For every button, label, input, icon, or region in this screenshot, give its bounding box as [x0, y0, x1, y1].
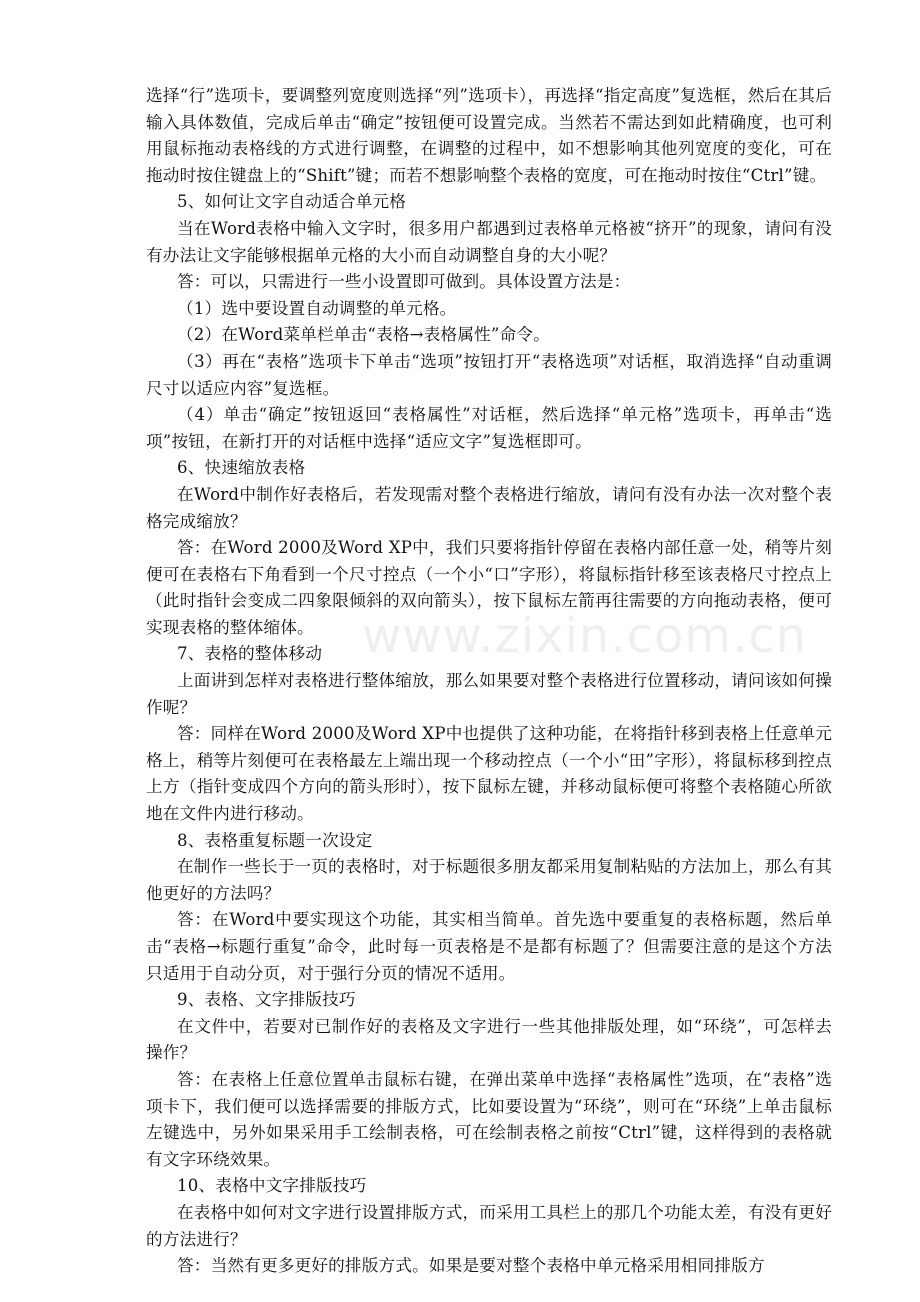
answer-paragraph: 答：可以，只需进行一些小设置即可做到。具体设置方法是： [177, 272, 631, 292]
step-item: （4）单击“确定”按钮返回“表格属性”对话框，然后选择“单元格”选项卡，再单击“选项”按钮，在新打开的对话框中选择“适应文字”复选框即可。 [146, 405, 832, 451]
body-paragraph: 选择“行”选项卡，要调整列宽度则选择“列”选项卡），再选择“指定高度”复选框，然后在其后输入具体数值，完成后单击“确定”按钮便可设置完成。当然若不需达到如此精确度，也可利用鼠标拖动表格线的方式进行调整，在调整的过程中，如不想影响其他列宽度的变化，可在拖动时按住键盘上的“Shift”键；而若不想影响整个表格的宽度，可在拖动时按住“Ctrl”键。 [146, 86, 832, 185]
question-paragraph: 在制作一些长于一页的表格时，对于标题很多朋友都采用复制粘贴的方法加上，那么有其他更好的方法吗？ [146, 857, 832, 903]
section-heading: 7、表格的整体移动 [177, 644, 323, 664]
answer-paragraph: 答：当然有更多更好的排版方式。如果是要对整个表格中单元格采用相同排版方 [177, 1256, 765, 1276]
step-item: （1）选中要设置自动调整的单元格。 [177, 298, 457, 318]
question-paragraph: 上面讲到怎样对表格进行整体缩放，那么如果要对整个表格进行位置移动，请问该如何操作呢？ [146, 671, 832, 717]
question-paragraph: 在文件中，若要对已制作好的表格及文字进行一些其他排版处理，如“环绕”，可怎样去操作？ [146, 1016, 832, 1063]
watermark: www.zixin.com.cn [362, 608, 808, 664]
section-heading: 5、如何让文字自动适合单元格 [177, 192, 407, 212]
answer-paragraph: 答：在Word中要实现这个功能，其实相当简单。首先选中要重复的表格标题，然后单击“表格→标题行重复”命令，此时每一页表格是不是都有标题了？但需要注意的是这个方法只适用于自动分页，对于强行分页的情况不适用。 [146, 910, 832, 983]
section-heading: 6、快速缩放表格 [177, 458, 306, 478]
section-heading: 8、表格重复标题一次设定 [177, 830, 373, 850]
step-item: （2）在Word菜单栏单击“表格→表格属性”命令。 [177, 325, 550, 345]
question-paragraph: 在表格中如何对文字进行设置排版方式，而采用工具栏上的那几个功能太差，有没有更好的方法进行？ [146, 1202, 832, 1249]
step-item: （3）再在“表格”选项卡下单击“选项”按钮打开“表格选项”对话框，取消选择“自动重调尺寸以适应内容”复选框。 [146, 351, 832, 398]
section-heading: 10、表格中文字排版技巧 [177, 1176, 367, 1196]
question-paragraph: 在Word中制作好表格后，若发现需对整个表格进行缩放，请问有没有办法一次对整个表格完成缩放？ [146, 484, 832, 531]
question-paragraph: 当在Word表格中输入文字时，很多用户都遇到过表格单元格被“挤开”的现象，请问有没有办法让文字能够根据单元格的大小而自动调整自身的大小呢？ [146, 218, 832, 265]
answer-paragraph: 答：在表格上任意位置单击鼠标右键，在弹出菜单中选择“表格属性”选项，在“表格”选项卡下，我们便可以选择需要的排版方式，比如要设置为“环绕”，则可在“环绕”上单击鼠标左键选中，另外如果采用手工绘制表格，可在绘制表格之前按“Ctrl”键，这样得到的表格就有文字环绕效果。 [146, 1069, 832, 1169]
answer-paragraph: 答：在Word 2000及Word XP中，我们只要将指针停留在表格内部任意一处，稍等片刻便可在表格右下角看到一个尺寸控点（一个小“口”字形），将鼠标指针移至该表格尺寸控点上（此时指针会变成二四象限倾斜的双向箭头），按下鼠标左箭再往需要的方向拖动表格，便可实现表格的整体缩体。 [146, 538, 832, 637]
answer-paragraph: 答：同样在Word 2000及Word XP中也提供了这种功能，在将指针移到表格上任意单元格上，稍等片刻便可在表格最左上端出现一个移动控点（一个小“田”字形），将鼠标移到控点上方（指针变成四个方向的箭头形时），按下鼠标左键，并移动鼠标便可将整个表格随心所欲地在文件内进行移动。 [146, 724, 832, 824]
document-page [146, 83, 832, 1280]
section-heading: 9、表格、文字排版技巧 [177, 990, 356, 1010]
